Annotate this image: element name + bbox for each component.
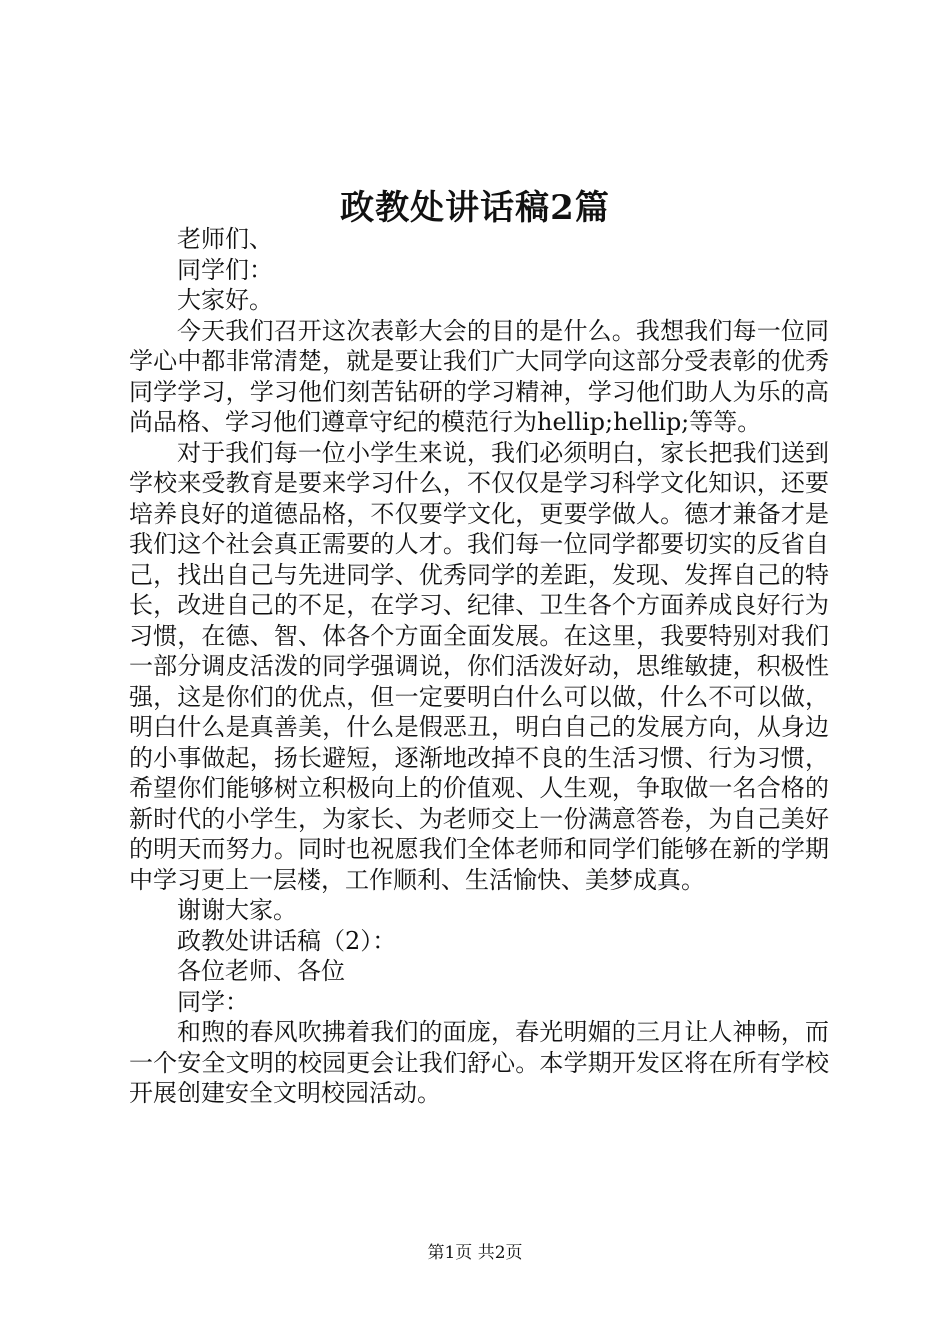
document-title: 政教处讲话稿2篇 [340, 188, 610, 228]
paragraph: 谢谢大家。 [177, 896, 297, 924]
paragraph: 各位老师、各位 [177, 957, 345, 985]
paragraph: 同学： [177, 987, 249, 1016]
page-number-current: 第1页 [427, 1243, 473, 1263]
paragraph: 今天我们召开这次表彰大会的目的是什么。我想我们每一位同学心中都非常清楚，就是要让我们广大同学向这部分受表彰的优秀同学学习，学习他们刻苦钻研的学习精神，学习他们助人为乐的高尚品格、学习他们遵章守纪的模范行为hellip;hellip;等等。 [129, 316, 829, 436]
paragraph: 和煦的春风吹拂着我们的面庞，春光明媚的三月让人神畅，而一个安全文明的校园更会让我们舒心。本学期开发区将在所有学校开展创建安全文明校园活动。 [129, 1018, 829, 1107]
paragraph: 大家好。 [177, 286, 273, 314]
paragraph: 老师们、 [177, 225, 273, 253]
page-number-total: 共2页 [477, 1243, 523, 1263]
paragraph: 政教处讲话稿（2）： [177, 926, 397, 955]
paragraph: 对于我们每一位小学生来说，我们必须明白，家长把我们送到学校来受教育是要来学习什么，不仅仅是学习科学文化知识，还要培养良好的道德品格，不仅要学文化，更要学做人。德才兼备才是我们这个社会真正需要的人才。我们每一位同学都要切实的反省自己，找出自己与先进同学、优秀同学的差距，发现、发挥自己的特长，改进自己的不足，在学习、纪律、卫生各个方面养成良好行为习惯，在德、智、体各个方面全面发展。在这里，我要特别对我们一部分调皮活泼的同学强调说，你们活泼好动，思维敏捷，积极性强，这是你们的优点，但一定要明白什么可以做，什么不可以做，明白什么是真善美，什么是假恶丑，明白自己的发展方向，从身边的小事做起，扬长避短，逐渐地改掉不良的生活习惯、行为习惯，希望你们能够树立积极向上的价值观、人生观，争取做一名合格的新时代的小学生，为家长、为老师交上一份满意答卷，为自己美好的明天而努力。同时也祝愿我们全体老师和同学们能够在新的学期中学习更上一层楼，工作顺利、生活愉快、美梦成真。 [129, 438, 829, 894]
document-body [129, 224, 829, 1109]
paragraph: 同学们： [177, 255, 273, 284]
page-footer [0, 1242, 950, 1264]
